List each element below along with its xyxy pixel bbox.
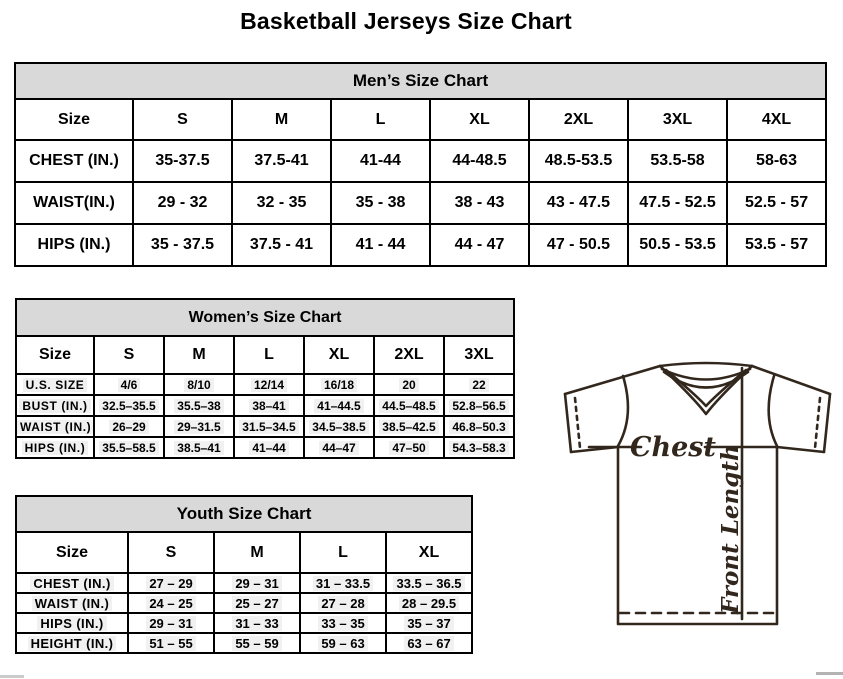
cell-text: 24 – 25 bbox=[146, 596, 195, 611]
cell-text: 41–44 bbox=[249, 441, 288, 455]
size-cell bbox=[234, 395, 304, 416]
size-cell: 47.5 - 52.5 bbox=[628, 182, 727, 224]
cell-text: 25 – 27 bbox=[232, 596, 281, 611]
cell-text: 59 – 63 bbox=[318, 636, 367, 651]
chest-label: Chest bbox=[630, 432, 716, 463]
cell-text: 38–41 bbox=[249, 399, 288, 413]
table-row bbox=[16, 573, 472, 593]
column-header-4xl: 4XL bbox=[727, 99, 826, 140]
column-header-size: Size bbox=[15, 99, 133, 140]
table-row bbox=[15, 140, 826, 182]
row-label-us-size bbox=[16, 374, 94, 395]
size-cell bbox=[300, 633, 386, 653]
size-cell bbox=[234, 416, 304, 437]
jersey-outline bbox=[660, 363, 752, 366]
size-cell bbox=[386, 613, 472, 633]
size-cell bbox=[214, 613, 300, 633]
youth-size-table bbox=[15, 495, 473, 654]
row-label-waist bbox=[16, 416, 94, 437]
size-cell bbox=[164, 437, 234, 458]
size-cell bbox=[94, 395, 164, 416]
column-header-size: Size bbox=[16, 336, 94, 374]
cell-text: 20 bbox=[399, 378, 418, 392]
cell-text: 16/18 bbox=[321, 378, 357, 392]
cell-text: 27 – 29 bbox=[146, 576, 195, 591]
size-cell: 35 - 38 bbox=[331, 182, 430, 224]
jersey-outline bbox=[777, 447, 824, 452]
cell-text: 12/14 bbox=[251, 378, 287, 392]
size-cell bbox=[300, 573, 386, 593]
cell-text: 41–44.5 bbox=[314, 399, 363, 413]
cell-text: HEIGHT (IN.) bbox=[28, 636, 117, 651]
table-row bbox=[15, 182, 826, 224]
size-cell bbox=[300, 613, 386, 633]
size-cell: 38 - 43 bbox=[430, 182, 529, 224]
cell-text: 26–29 bbox=[109, 420, 148, 434]
size-cell bbox=[128, 573, 214, 593]
cell-text: CHEST (IN.) bbox=[30, 576, 113, 591]
cell-text: 32.5–35.5 bbox=[99, 399, 158, 413]
size-cell bbox=[386, 573, 472, 593]
size-cell: 41-44 bbox=[331, 140, 430, 182]
cell-text: 63 – 67 bbox=[404, 636, 453, 651]
horizontal-scrollbar-fragment-left[interactable] bbox=[0, 675, 24, 678]
size-cell bbox=[444, 374, 514, 395]
column-header-2xl: 2XL bbox=[529, 99, 628, 140]
row-label-chest: CHEST (IN.) bbox=[15, 140, 133, 182]
size-cell bbox=[164, 395, 234, 416]
size-cell bbox=[304, 374, 374, 395]
row-label-waist bbox=[16, 593, 128, 613]
size-cell bbox=[164, 416, 234, 437]
cell-text: 33.5 – 36.5 bbox=[393, 576, 464, 591]
column-header-s: S bbox=[133, 99, 232, 140]
horizontal-scrollbar-fragment-right[interactable] bbox=[816, 672, 843, 675]
size-cell: 50.5 - 53.5 bbox=[628, 224, 727, 266]
table-row bbox=[16, 416, 514, 437]
table-header-band-row bbox=[16, 299, 514, 336]
row-label-height bbox=[16, 633, 128, 653]
size-cell bbox=[444, 395, 514, 416]
cell-text: 8/10 bbox=[184, 378, 213, 392]
column-header-l: L bbox=[300, 532, 386, 573]
table-row bbox=[16, 336, 514, 374]
cell-text: 31.5–34.5 bbox=[239, 420, 298, 434]
size-cell bbox=[304, 437, 374, 458]
size-cell bbox=[374, 395, 444, 416]
cell-text: 35.5–38 bbox=[174, 399, 223, 413]
size-cell: 37.5 - 41 bbox=[232, 224, 331, 266]
size-cell bbox=[214, 633, 300, 653]
row-label-hips bbox=[16, 437, 94, 458]
cell-text: HIPS (IN.) bbox=[22, 441, 89, 455]
table-row bbox=[16, 395, 514, 416]
cell-text: U.S. SIZE bbox=[23, 378, 88, 392]
size-cell bbox=[234, 374, 304, 395]
size-cell bbox=[300, 593, 386, 613]
mens-chart-title: Men’s Size Chart bbox=[15, 63, 826, 99]
column-header-3xl: 3XL bbox=[444, 336, 514, 374]
front-length-label: Front Length bbox=[717, 444, 744, 614]
size-cell bbox=[374, 416, 444, 437]
cell-text: WAIST (IN.) bbox=[32, 596, 112, 611]
size-cell bbox=[164, 374, 234, 395]
size-cell bbox=[128, 633, 214, 653]
row-label-waist: WAIST(IN.) bbox=[15, 182, 133, 224]
size-cell bbox=[128, 613, 214, 633]
jersey-outline bbox=[752, 366, 830, 394]
cell-text: 31 – 33 bbox=[232, 616, 281, 631]
size-cell bbox=[214, 573, 300, 593]
cell-text: 51 – 55 bbox=[146, 636, 195, 651]
table-row bbox=[16, 374, 514, 395]
cuff-stitch-dashed-line bbox=[575, 398, 580, 448]
page-title: Basketball Jerseys Size Chart bbox=[240, 8, 572, 34]
sleeve-seam bbox=[769, 376, 777, 446]
column-header-l: L bbox=[331, 99, 430, 140]
column-header-s: S bbox=[94, 336, 164, 374]
size-cell: 53.5 - 57 bbox=[727, 224, 826, 266]
size-cell: 58-63 bbox=[727, 140, 826, 182]
cell-text: 29 – 31 bbox=[146, 616, 195, 631]
column-header-m: M bbox=[214, 532, 300, 573]
cell-text: WAIST (IN.) bbox=[17, 420, 94, 434]
jersey-measurement-diagram bbox=[556, 356, 842, 652]
table-row bbox=[16, 613, 472, 633]
column-header-size: Size bbox=[16, 532, 128, 573]
size-cell bbox=[444, 437, 514, 458]
cuff-stitch-dashed-line bbox=[815, 398, 820, 448]
cell-text: 46.8–50.3 bbox=[449, 420, 508, 434]
column-header-xl: XL bbox=[430, 99, 529, 140]
size-cell bbox=[386, 633, 472, 653]
table-row bbox=[15, 99, 826, 140]
cell-text: HIPS (IN.) bbox=[37, 616, 106, 631]
cell-text: 35 – 37 bbox=[404, 616, 453, 631]
cell-text: 28 – 29.5 bbox=[399, 596, 459, 611]
size-cell: 37.5-41 bbox=[232, 140, 331, 182]
youth-chart-title: Youth Size Chart bbox=[16, 496, 472, 532]
cell-text: 44.5–48.5 bbox=[379, 399, 438, 413]
cell-text: 35.5–58.5 bbox=[99, 441, 158, 455]
cell-text: 34.5–38.5 bbox=[309, 420, 368, 434]
row-label-chest bbox=[16, 573, 128, 593]
size-cell bbox=[374, 374, 444, 395]
jersey-outline bbox=[565, 366, 660, 394]
mens-size-table bbox=[14, 62, 827, 267]
cell-text: 55 – 59 bbox=[232, 636, 281, 651]
table-row bbox=[16, 593, 472, 613]
cell-text: 22 bbox=[469, 378, 488, 392]
column-header-s: S bbox=[128, 532, 214, 573]
sleeve-seam bbox=[618, 376, 628, 446]
size-cell: 48.5-53.5 bbox=[529, 140, 628, 182]
size-cell bbox=[304, 395, 374, 416]
womens-size-table bbox=[15, 298, 515, 459]
size-cell bbox=[304, 416, 374, 437]
size-cell bbox=[128, 593, 214, 613]
size-cell bbox=[94, 416, 164, 437]
size-cell: 52.5 - 57 bbox=[727, 182, 826, 224]
column-header-m: M bbox=[164, 336, 234, 374]
size-cell bbox=[374, 437, 444, 458]
size-cell bbox=[386, 593, 472, 613]
cell-text: 38.5–41 bbox=[174, 441, 223, 455]
cell-text: 31 – 33.5 bbox=[313, 576, 373, 591]
cell-text: 33 – 35 bbox=[318, 616, 367, 631]
size-cell: 41 - 44 bbox=[331, 224, 430, 266]
size-cell: 29 - 32 bbox=[133, 182, 232, 224]
column-header-m: M bbox=[232, 99, 331, 140]
table-row bbox=[16, 532, 472, 573]
table-row bbox=[16, 633, 472, 653]
cell-text: 52.8–56.5 bbox=[449, 399, 508, 413]
size-cell: 35 - 37.5 bbox=[133, 224, 232, 266]
size-cell: 47 - 50.5 bbox=[529, 224, 628, 266]
size-cell bbox=[94, 437, 164, 458]
size-cell bbox=[94, 374, 164, 395]
table-header-band-row bbox=[16, 496, 472, 532]
row-label-hips: HIPS (IN.) bbox=[15, 224, 133, 266]
size-cell: 53.5-58 bbox=[628, 140, 727, 182]
cell-text: 38.5–42.5 bbox=[379, 420, 438, 434]
cell-text: 29 – 31 bbox=[232, 576, 281, 591]
jersey-outline bbox=[565, 394, 571, 452]
table-header-band-row bbox=[15, 63, 826, 99]
cell-text: BUST (IN.) bbox=[19, 399, 90, 413]
cell-text: 44–47 bbox=[319, 441, 358, 455]
cell-text: 27 – 28 bbox=[318, 596, 367, 611]
table-row bbox=[15, 224, 826, 266]
table-row bbox=[16, 437, 514, 458]
size-cell: 44-48.5 bbox=[430, 140, 529, 182]
size-cell bbox=[444, 416, 514, 437]
size-cell: 35-37.5 bbox=[133, 140, 232, 182]
jersey-outline bbox=[824, 394, 830, 452]
womens-chart-title: Women’s Size Chart bbox=[16, 299, 514, 336]
size-cell bbox=[214, 593, 300, 613]
jersey-outline bbox=[618, 447, 777, 624]
row-label-hips bbox=[16, 613, 128, 633]
size-cell: 43 - 47.5 bbox=[529, 182, 628, 224]
column-header-l: L bbox=[234, 336, 304, 374]
column-header-3xl: 3XL bbox=[628, 99, 727, 140]
cell-text: 54.3–58.3 bbox=[449, 441, 508, 455]
cell-text: 29–31.5 bbox=[174, 420, 223, 434]
cell-text: 4/6 bbox=[118, 378, 141, 392]
size-cell: 32 - 35 bbox=[232, 182, 331, 224]
cell-text: 47–50 bbox=[389, 441, 428, 455]
row-label-bust bbox=[16, 395, 94, 416]
column-header-2xl: 2XL bbox=[374, 336, 444, 374]
size-cell: 44 - 47 bbox=[430, 224, 529, 266]
column-header-xl: XL bbox=[386, 532, 472, 573]
size-cell bbox=[234, 437, 304, 458]
column-header-xl: XL bbox=[304, 336, 374, 374]
